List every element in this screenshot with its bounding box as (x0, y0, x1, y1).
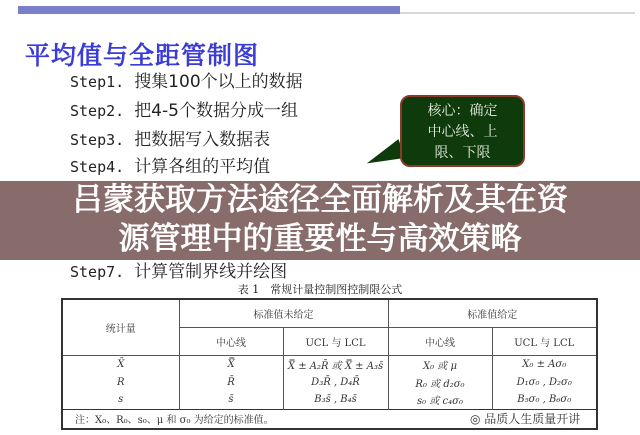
header-divider (400, 12, 635, 14)
header-cell: 中心线 (179, 327, 283, 355)
step-item: Step1. 搜集100个以上的数据 (70, 72, 303, 92)
header-cell: UCL 与 LCL (492, 327, 597, 355)
table-row: s s̄ B₃s̄ , B₄s̄ s₀ 或 c₄σ₀ B₅σ₀ , B₆σ₀ (62, 391, 597, 409)
watermark: ◎ 品质人生质量开讲 (470, 412, 581, 426)
table-row: R R̄ D₃R̄ , D₄R̄ R₀ 或 d₂σ₀ D₁σ₀ , D₂σ₀ (62, 373, 597, 391)
headline (0, 181, 640, 259)
table-caption: 表 1 常规计量控制图控制限公式 (237, 283, 403, 296)
header-cell: 中心线 (388, 327, 492, 355)
callout-box (400, 95, 525, 167)
table-note: 注：X₀、R₀、s₀、μ 和 σ₀ 为给定的标准值。 (62, 409, 597, 429)
step-item: Step3. 把数据写入数据表 (70, 130, 271, 150)
header-cell: 标准值给定 (388, 299, 597, 327)
formula-table (61, 298, 598, 430)
callout-pointer (363, 139, 406, 171)
header-cell: UCL 与 LCL (283, 327, 388, 355)
headline-line: 吕蒙获取方法途径全面解析及其在资 (72, 182, 568, 218)
header-accent-bar (18, 6, 400, 14)
callout-text: 核心：确定 (427, 103, 498, 119)
callout-text: 限、下限 (434, 145, 491, 161)
header-cell: 统计量 (62, 299, 179, 355)
slide-title: 平均值与全距管制图 (25, 41, 260, 70)
step-item: Step4. 计算各组的平均值 (70, 157, 271, 177)
step-item: Step7. 计算管制界线并绘图 (70, 262, 288, 282)
table-row: X̄ X̿ X̿ ± A₂R̄ 或 X̿ ± A₃s̄ X₀ 或 μ X₀ ± Aσ₀ (62, 355, 597, 373)
step-item: Step2. 把4-5个数据分成一组 (70, 101, 298, 121)
headline-line: 源管理中的重要性与高效策略 (118, 221, 522, 257)
header-cell: 标准值未给定 (179, 299, 388, 327)
callout-text: 中心线、上 (427, 124, 498, 140)
